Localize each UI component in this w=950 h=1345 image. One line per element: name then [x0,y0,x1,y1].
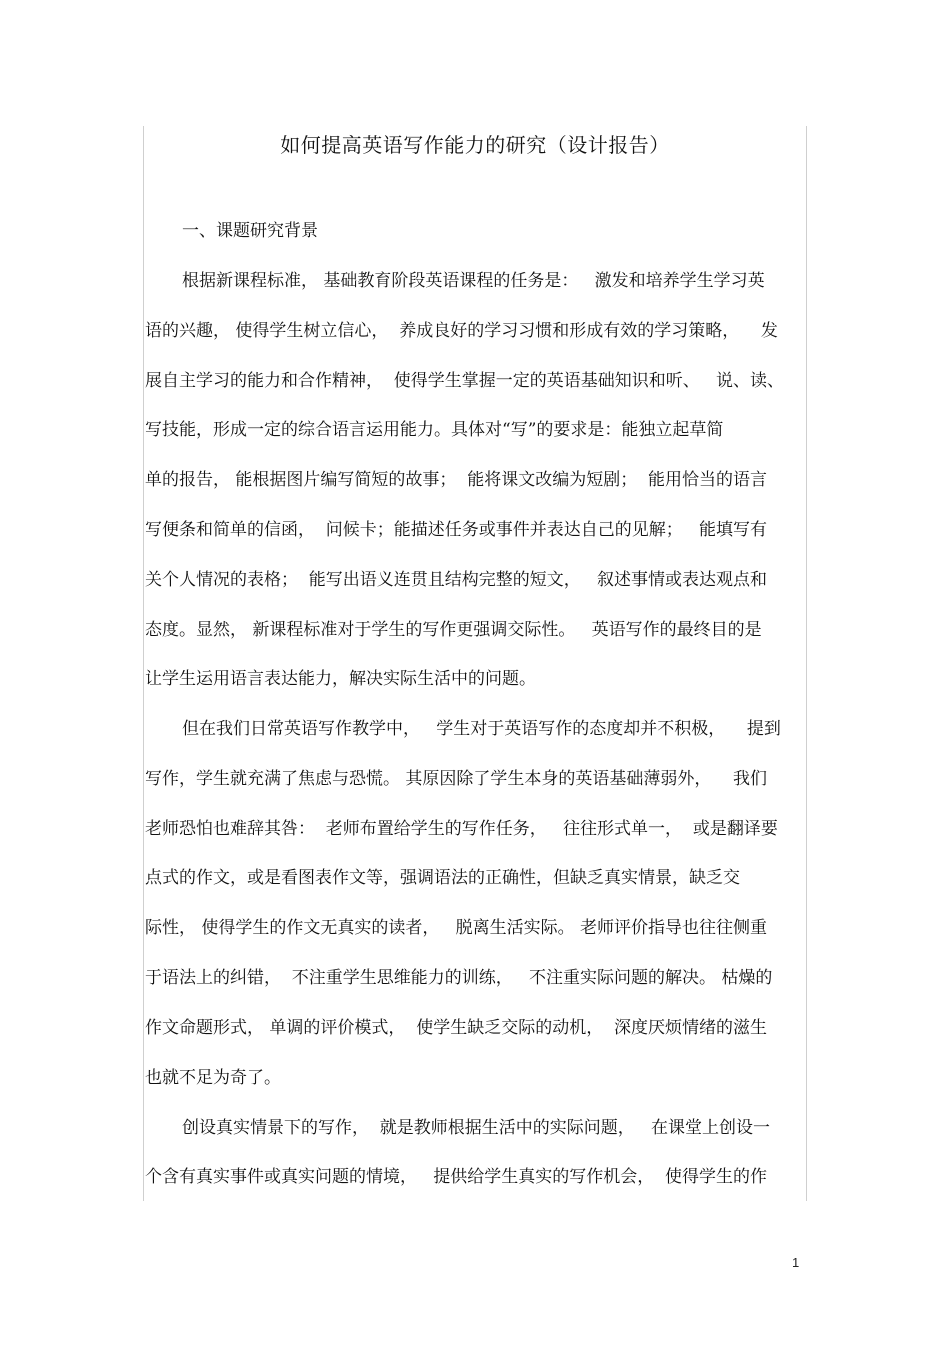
paragraph-line: 际性， 使得学生的作文无真实的读者， 脱离生活实际。 老师评价指导也往往侧重 [145,918,768,938]
document-title: 如何提高英语写作能力的研究（设计报告） [280,133,670,157]
paragraph-line: 根据新课程标准， 基础教育阶段英语课程的任务是： 激发和培养学生学习英 [182,271,765,291]
paragraph-line: 作文命题形式， 单调的评价模式， 使学生缺乏交际的动机， 深度厌烦情绪的滋生 [145,1018,768,1038]
paragraph-line: 也就不足为奇了。 [145,1068,281,1088]
paragraph-line: 写技能，形成一定的综合语言运用能力。具体对“写”的要求是：能独立起草简 [145,420,724,440]
paragraph-line: 老师恐怕也难辞其咎： 老师布置给学生的写作任务， 往往形式单一， 或是翻译要 [145,819,778,839]
paragraph-line: 但在我们日常英语写作教学中， 学生对于英语写作的态度却并不积极， 提到 [182,719,781,739]
page-number: 1 [792,1255,800,1270]
paragraph-line: 于语法上的纠错， 不注重学生思维能力的训练， 不注重实际问题的解决。 枯燥的 [145,968,773,988]
paragraph-line: 单的报告， 能根据图片编写简短的故事； 能将课文改编为短剧； 能用恰当的语言 [145,470,768,490]
paragraph-line: 点式的作文，或是看图表作文等，强调语法的正确性，但缺乏真实情景，缺乏交 [145,868,740,888]
section-heading: 一、课题研究背景 [182,221,318,241]
paragraph-line: 写便条和简单的信函， 问候卡；能描述任务或事件并表达自己的见解； 能填写有 [145,520,768,540]
paragraph-line: 个含有真实事件或真实问题的情境， 提供给学生真实的写作机会， 使得学生的作 [145,1167,768,1187]
paragraph-line: 让学生运用语言表达能力，解决实际生活中的问题。 [145,669,536,689]
paragraph-line: 创设真实情景下的写作， 就是教师根据生活中的实际问题， 在课堂上创设一 [182,1118,771,1138]
page-right-border [806,126,807,1201]
paragraph-line: 语的兴趣， 使得学生树立信心， 养成良好的学习习惯和形成有效的学习策略， 发 [145,321,778,341]
paragraph-line: 写作，学生就充满了焦虑与恐慌。 其原因除了学生本身的英语基础薄弱外， 我们 [145,769,768,789]
page-left-border [143,126,144,1201]
paragraph-line: 关个人情况的表格； 能写出语义连贯且结构完整的短文， 叙述事情或表达观点和 [145,570,768,590]
paragraph-line: 展自主学习的能力和合作精神， 使得学生掌握一定的英语基础知识和听、 说、读、 [145,371,785,391]
paragraph-line: 态度。显然， 新课程标准对于学生的写作更强调交际性。 英语写作的最终目的是 [145,620,762,640]
